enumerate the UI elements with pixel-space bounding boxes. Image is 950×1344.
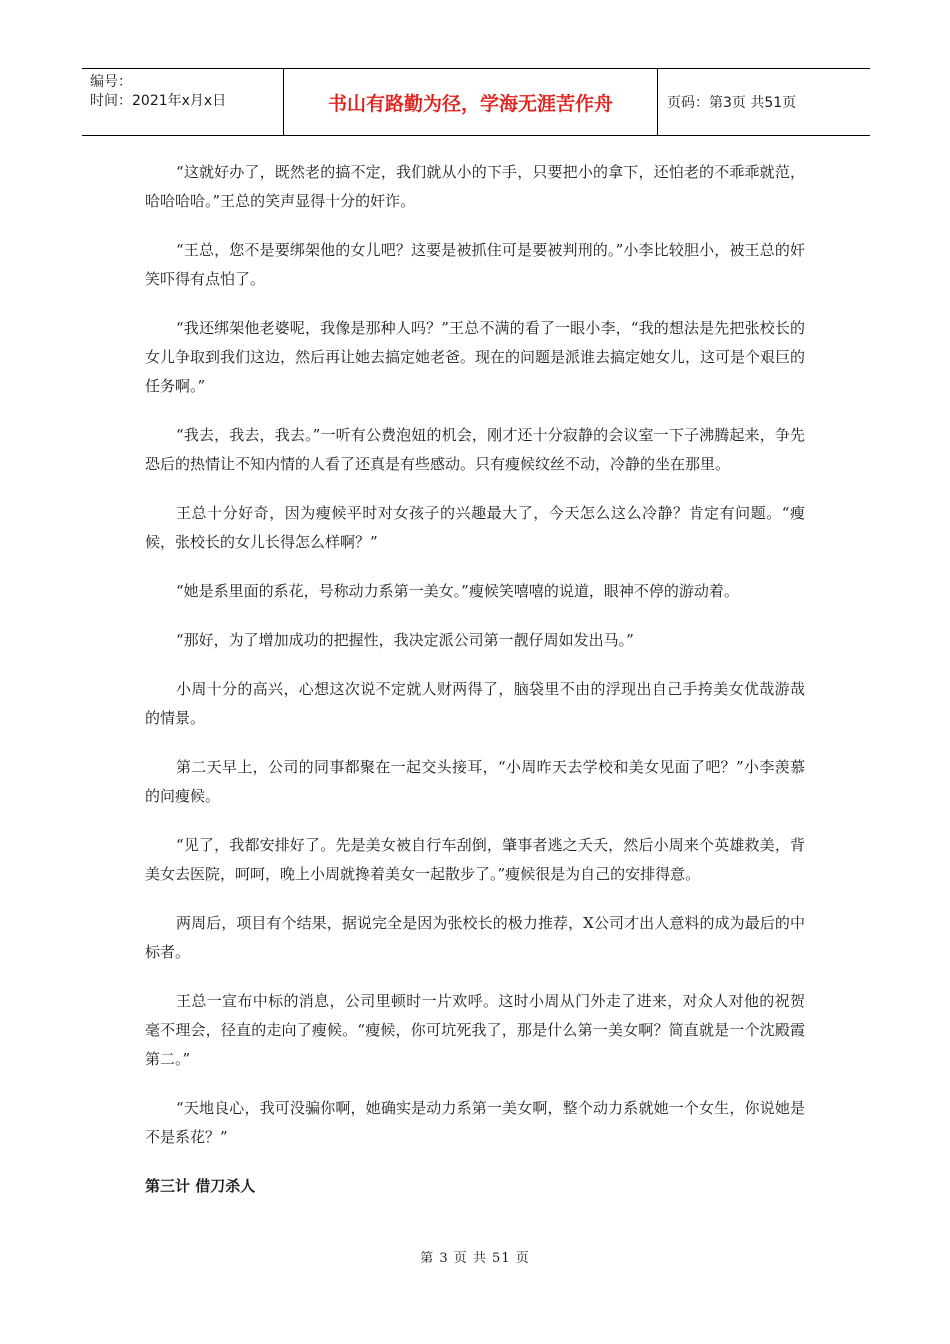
header-motto-cell [283, 69, 658, 135]
paragraph: “那好，为了增加成功的把握性，我决定派公司第一靓仔周如发出马。” [176, 631, 634, 649]
paragraph: “天地良心，我可没骗你啊，她确实是动力系第一美女啊，整个动力系就她一个女生，你说她是不是系花？” [145, 1099, 805, 1146]
paragraph: “我还绑架他老婆呢，我像是那种人吗？”王总不满的看了一眼小李，“我的想法是先把张校长的女儿争取到我们这边，然后再让她去搞定她老爸。现在的问题是派谁去搞定她女儿，这可是个艰巨的任务啊。” [145, 319, 806, 395]
header-page-info: 页码：第3页 共51页 [667, 95, 797, 111]
paragraph: 小周十分的高兴，心想这次说不定就人财两得了，脑袋里不由的浮现出自己手挎美女优哉游哉的情景。 [145, 680, 805, 727]
paragraph: “见了，我都安排好了。先是美女被自行车刮倒，肇事者逃之夭夭，然后小周来个英雄救美，背美女去医院，呵呵，晚上小周就搀着美女一起散步了。”瘦候很是为自己的安排得意。 [145, 836, 805, 883]
header-meta [82, 69, 283, 135]
paragraph: 第二天早上，公司的同事都聚在一起交头接耳，“小周昨天去学校和美女见面了吧？”小李羡慕的问瘦候。 [145, 758, 805, 805]
page-header [82, 68, 870, 136]
paragraph: 王总十分好奇，因为瘦候平时对女孩子的兴趣最大了，今天怎么这么冷静？肯定有问题。“瘦候，张校长的女儿长得怎么样啊？” [145, 504, 805, 551]
document-date: 时间：2021年x月x日 [90, 93, 227, 109]
page-footer: 第 3 页 共 51 页 [420, 1251, 530, 1266]
section-title: 第三计 借刀杀人 [145, 1177, 256, 1195]
header-motto: 书山有路勤为径，学海无涯苦作舟 [327, 92, 613, 115]
document-body [145, 158, 805, 1201]
paragraph: 两周后，项目有个结果，据说完全是因为张校长的极力推荐，X公司才出人意料的成为最后的中标者。 [145, 914, 805, 961]
paragraph: “她是系里面的系花，号称动力系第一美女。”瘦候笑嘻嘻的说道，眼神不停的游动着。 [176, 582, 739, 600]
paragraph: 王总一宣布中标的消息，公司里顿时一片欢呼。这时小周从门外走了进来，对众人对他的祝贺毫不理会，径直的走向了瘦候。“瘦候，你可坑死我了，那是什么第一美女啊？简直就是一个沈殿霞第二。” [145, 992, 805, 1068]
paragraph: “我去，我去，我去。”一听有公费泡妞的机会，刚才还十分寂静的会议室一下子沸腾起来，争先恐后的热情让不知内情的人看了还真是有些感动。只有瘦候纹丝不动，冷静的坐在那里。 [145, 426, 805, 473]
paragraph: “这就好办了，既然老的搞不定，我们就从小的下手，只要把小的拿下，还怕老的不乖乖就范，哈哈哈哈。”王总的笑声显得十分的奸诈。 [145, 163, 805, 210]
document-number-label: 编号： [90, 74, 132, 90]
paragraph: “王总，您不是要绑架他的女儿吧？这要是被抓住可是要被判刑的。”小李比较胆小，被王总的奸笑吓得有点怕了。 [145, 241, 805, 288]
